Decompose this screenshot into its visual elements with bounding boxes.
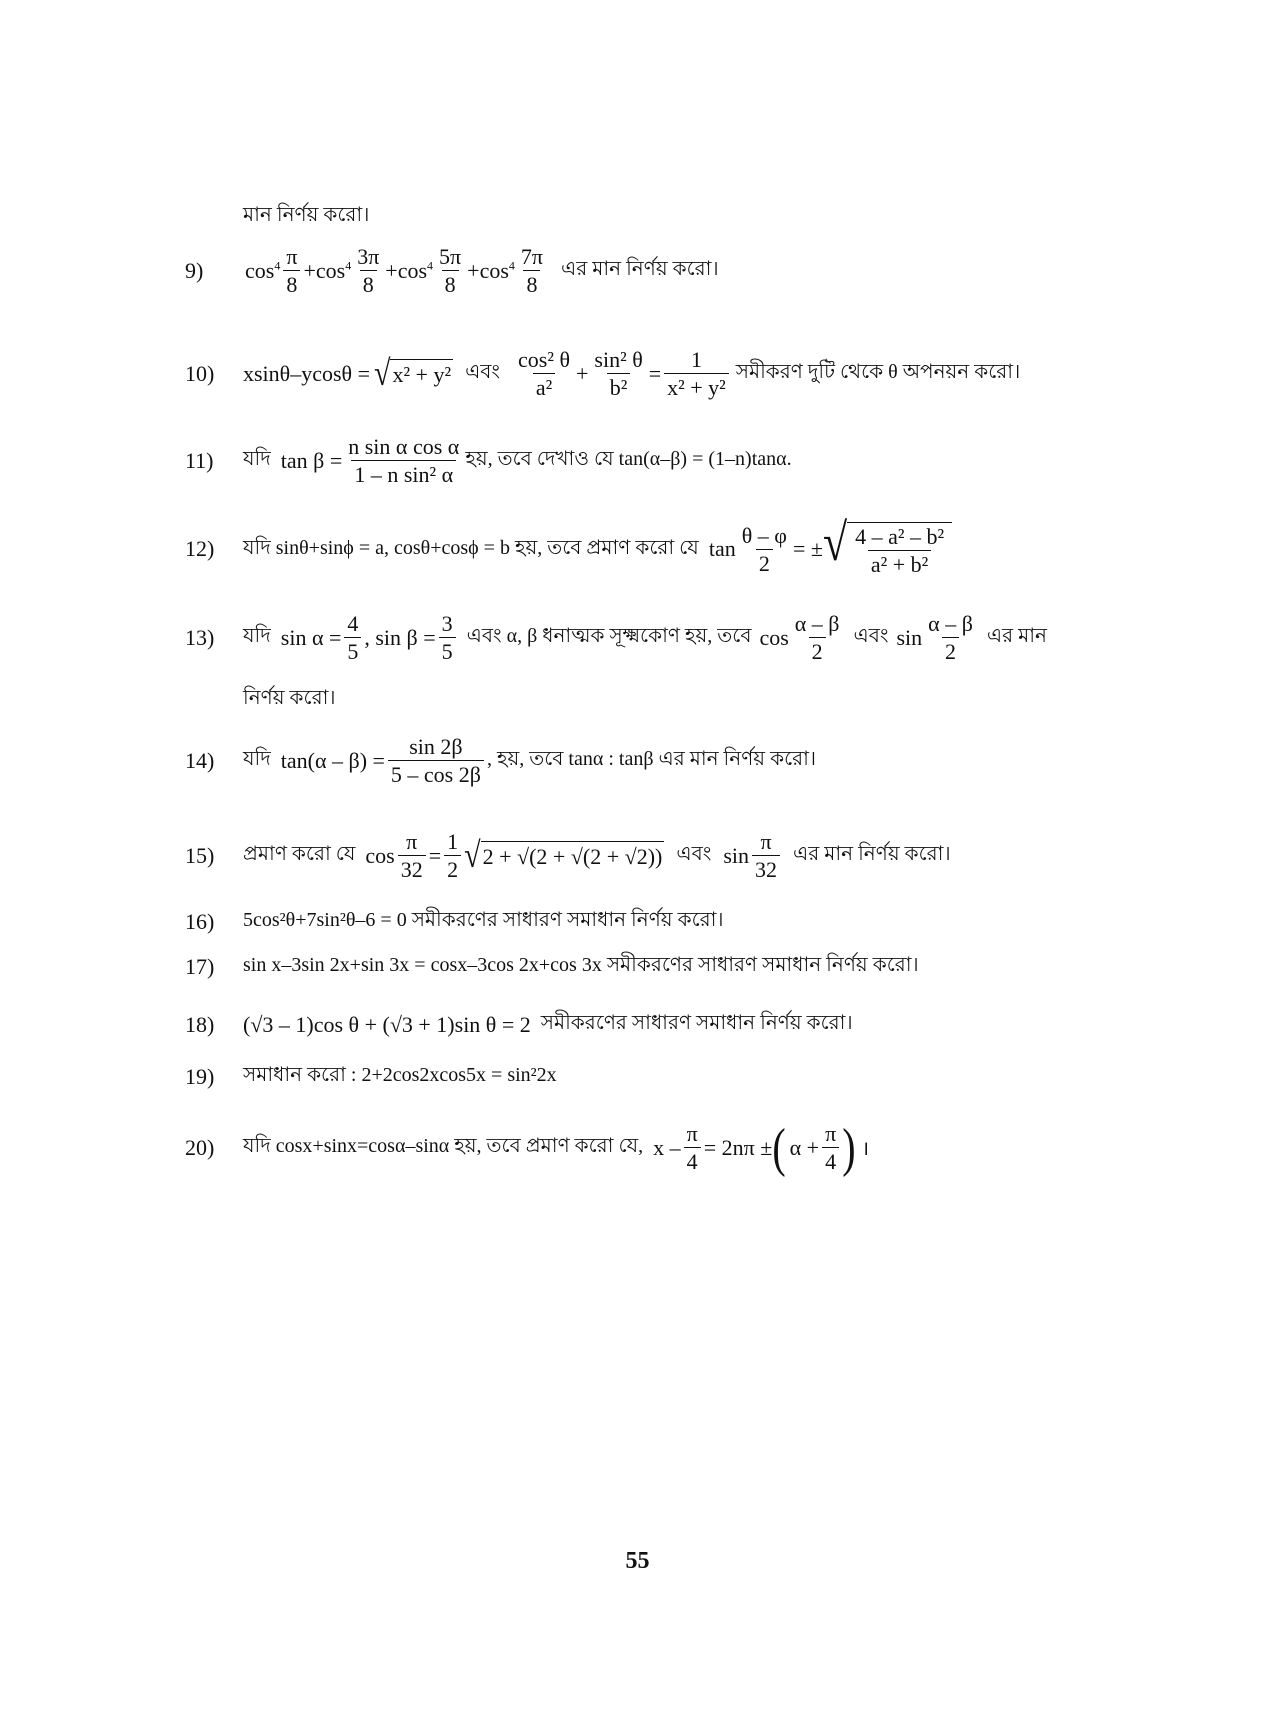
q13-frac1: $\frac{4}{5}$ (344, 612, 361, 663)
q20-text: যদি cosx+sinx=cosα–sinα হয়, তবে প্রমাণ করো যে, (243, 1135, 644, 1158)
question-number: 9) (185, 257, 204, 283)
q14-tail: , হয়, তবে tanα : tanβ এর মান নির্ণয় করো। (486, 748, 817, 771)
continuation-line (243, 200, 369, 233)
q20-mid: = 2nπ ± (703, 1134, 773, 1160)
q13-frac3: $\frac{\alpha - \beta}{2}$ (794, 611, 840, 665)
question-19 (185, 1060, 557, 1093)
question-number: 10) (185, 360, 215, 386)
q13-and: এবং (853, 625, 889, 648)
q10-frac1: $\frac{\text{cos² θ}}{\text{a²}}$ (518, 347, 570, 401)
q10-sqrt: √ x² + y² (373, 353, 452, 393)
q11-if: যদি (243, 448, 271, 471)
q13-if: যদি (243, 625, 271, 648)
q9-term2: $\cos^4$ (315, 257, 352, 283)
q13-frac4: $\frac{\alpha - \beta}{2}$ (928, 611, 973, 665)
plus-sign: + (467, 257, 480, 283)
q13-cos: cos (759, 624, 789, 650)
q18-tail: সমীকরণের সাধারণ সমাধান নির্ণয় করো। (540, 1012, 853, 1034)
q13-cont: নির্ণয় করো। (243, 687, 336, 709)
q13-sinb: , sin β = (364, 624, 436, 650)
q12-frac: $\frac{\theta - \varphi}{2}$ (741, 522, 787, 576)
q12-eq: = ± (792, 536, 823, 562)
q15-cos: cos (365, 842, 395, 868)
q14-frac: $\frac{\sin 2\beta}{5 - \cos 2\beta}$ (388, 735, 484, 786)
plus-sign: + (385, 257, 398, 283)
q15-eq: = (428, 842, 442, 868)
q10-lhs: xsinθ–ycosθ = (243, 360, 370, 386)
q10-tail: সমীকরণ দুটি থেকে θ অপনয়ন করো। (735, 361, 1021, 384)
q13-tail: এর মান (986, 625, 1047, 648)
question-15 (185, 830, 951, 881)
q14-if: যদি (243, 748, 271, 771)
question-12 (185, 512, 952, 578)
q11-lhs: tan β = (280, 447, 343, 473)
q9-tail: এর মান নির্ণয় করো। (561, 258, 719, 281)
q9-term1: $\cos^4$ (245, 257, 281, 283)
q15-sin: sin (723, 842, 750, 868)
question-number: 19) (185, 1063, 215, 1089)
question-number: 18) (185, 1011, 215, 1037)
q12-text: যদি sinθ+sinϕ = a, cosθ+cosϕ = b হয়, তবে প্রমাণ করো যে (243, 536, 699, 559)
question-number: 15) (185, 842, 215, 868)
question-11 (185, 435, 792, 486)
q20-frac1: $\frac{\pi}{4}$ (684, 1122, 701, 1173)
q15-pre: প্রমাণ করো যে (243, 843, 356, 866)
q17-text: sin x–3sin 2x+sin 3x = cosx–3cos 2x+cos 3x সমীকরণের সাধারণ সমাধান নির্ণয় করো। (243, 954, 919, 976)
plus-sign: + (576, 360, 589, 386)
q16-text: 5cos²θ+7sin²θ–6 = 0 সমীকরণের সাধারণ সমাধান নির্ণয় করো। (243, 909, 724, 931)
q10-and: এবং (465, 361, 501, 384)
q15-tail: এর মান নির্ণয় করো। (793, 843, 951, 866)
question-number: 17) (185, 953, 215, 979)
q9-frac3: $\frac{5\pi}{8}$ (439, 244, 462, 298)
q10-frac2: $\frac{\text{sin² θ}}{\text{b²}}$ (594, 347, 643, 401)
question-number: 11) (185, 447, 214, 473)
q10-frac3: $\frac{1}{\text{x² + y²}}$ (664, 348, 729, 399)
q9-frac1: $\frac{\pi}{8}$ (283, 245, 300, 296)
q13-sin: sin (896, 624, 923, 650)
q20-x: x – (653, 1134, 681, 1160)
question-10 (185, 348, 1020, 399)
q20-left-paren: ( (772, 1116, 786, 1178)
question-number: 20) (185, 1134, 215, 1160)
q15-frac2: $\frac{1}{2}$ (444, 830, 461, 881)
q13-mid: এবং α, β ধনাত্মক সূক্ষ্মকোণ হয়, তবে (466, 625, 752, 648)
q19-text: সমাধান করো : 2+2cos2xcos5x = sin²2x (243, 1064, 557, 1086)
question-20 (185, 1116, 870, 1178)
question-18 (185, 1008, 853, 1041)
question-13-continuation (243, 683, 336, 716)
question-17 (185, 950, 919, 983)
question-number: 14) (185, 747, 215, 773)
q11-tail: হয়, তবে দেখাও যে tan(α–β) = (1–n)tanα. (465, 448, 792, 471)
q18-equation: (√3 – 1)cos θ + (√3 + 1)sin θ = 2 (243, 1011, 531, 1037)
q9-term4: $\cos^4$ (479, 257, 515, 283)
q12-sqrt: √ $\frac{\text{4 – a² – b²}}{\text{a² + b²}}$ (823, 522, 952, 576)
question-number: 16) (185, 908, 215, 934)
question-number: 13) (185, 624, 215, 650)
q20-frac2: $\frac{\pi}{4}$ (822, 1122, 839, 1173)
continuation-text: মান নির্ণয় করো। (243, 204, 370, 226)
q20-end: । (861, 1138, 870, 1161)
question-13 (185, 612, 1047, 663)
plus-sign: + (303, 257, 316, 283)
q9-frac2: $\frac{3\pi}{8}$ (357, 244, 380, 298)
question-14 (185, 735, 816, 786)
q14-lhs: tan(α – β) = (280, 747, 385, 773)
equals-sign: = (648, 360, 662, 386)
q15-and: এবং (676, 843, 712, 866)
q20-alpha: α + (789, 1134, 820, 1160)
q13-sina: sin α = (280, 624, 342, 650)
q11-frac: $\frac{\text{n sin α cos α}}{\text{1 – n sin² α}}$ (348, 434, 460, 488)
q13-frac2: $\frac{3}{5}$ (439, 612, 456, 663)
question-16 (185, 905, 724, 938)
page-number: 55 (625, 1548, 650, 1574)
question-number: 12) (185, 536, 215, 562)
q9-term3: $\cos^4$ (397, 257, 434, 283)
q12-tan: tan (708, 536, 736, 562)
q15-frac3: $\frac{\pi}{32}$ (752, 830, 780, 881)
q15-nested-sqrt: √ 2 + √(2 + √(2 + √2)) (464, 835, 663, 875)
q20-right-paren: ) (842, 1116, 856, 1178)
question-9 (185, 245, 719, 296)
q15-frac1: $\frac{\pi}{32}$ (398, 830, 426, 881)
q9-frac4: $\frac{7\pi}{8}$ (520, 244, 544, 298)
